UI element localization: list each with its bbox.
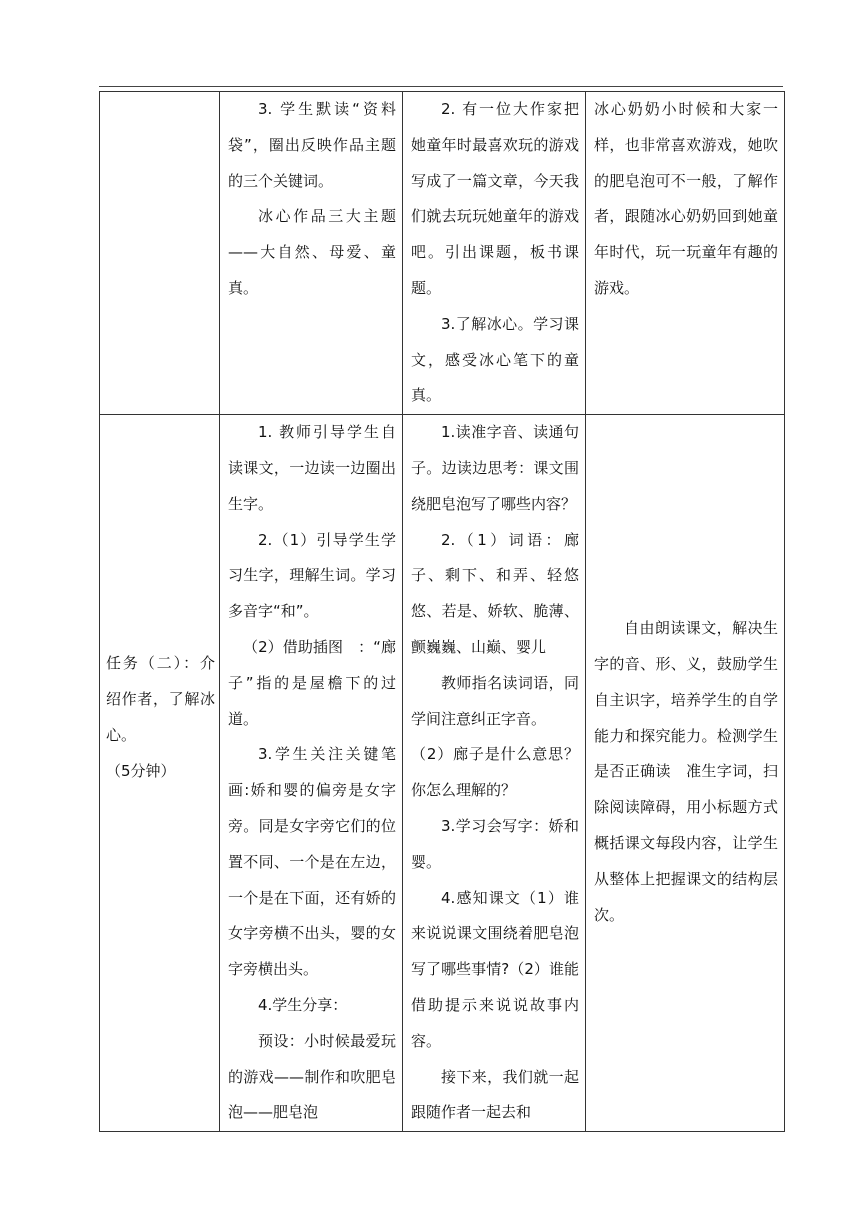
paragraph: 接下来，我们就一起跟随作者一起去和 <box>411 1067 579 1122</box>
paragraph: 预设：小时候最爱玩的游戏——制作和吹肥皂泡——肥皂泡 <box>228 1031 396 1122</box>
paragraph: 1.读准字音、读通句子。边读边思考：课文围绕肥皂泡写了哪些内容？ <box>411 423 579 513</box>
paragraph: 2.（1）引导学生学习生字，理解生词。学习多音字“和”。 <box>228 530 396 621</box>
paragraph: 3. 学生默读“资料袋”，圈出反映作品主题的三个关键词。 <box>228 100 396 190</box>
paragraph: 3.学习会写字：娇和婴。 <box>411 816 579 871</box>
student-activity-cell <box>403 92 586 415</box>
teacher-activity-cell <box>220 92 403 415</box>
paragraph: （2）廊子是什么意思？你怎么理解的？ <box>411 745 579 800</box>
paragraph: 3.学生关注关键笔画:娇和婴的偏旁是女字旁。同是女字旁它们的位置不同、一个是在左边，一个是在下面，还有娇的女字旁横不出头，婴的女字旁横出头。 <box>228 745 396 979</box>
paragraph: 1. 教师引导学生自读课文，一边读一边圈出生字。 <box>228 423 396 513</box>
student-activity-cell <box>403 415 586 1132</box>
design-intent-cell <box>586 92 785 415</box>
task-cell <box>100 415 220 1132</box>
table-row <box>100 415 785 1132</box>
paragraph: 教师指名读词语，同学间注意纠正字音。 <box>411 673 579 728</box>
task-duration: （5分钟） <box>106 761 176 780</box>
task-title: 任务（二）：介绍作者，了解冰心。 <box>106 654 215 744</box>
paragraph: 4.感知课文（1）谁来说说课文围绕着肥皂泡写了哪些事情?（2）谁能借助提示来说说故事内容。 <box>411 888 579 1050</box>
paragraph: 自由朗读课文，解决生字的音、形、义，鼓励学生自主识字，培养学生的自学能力和探究能力。检测学生是否正确读 准生字词，扫除阅读障碍，用小标题方式概括课文每段内容，让学生从整体上把握课文的结构层次。 <box>594 619 778 924</box>
page-header-rule <box>99 86 783 87</box>
paragraph: 4.学生分享： <box>258 995 348 1014</box>
lesson-plan-table <box>99 91 785 1132</box>
paragraph: 2. 有一位大作家把她童年时最喜欢玩的游戏写成了一篇文章，今天我们就去玩玩她童年的游戏吧。引出课题，板书课题。 <box>411 100 579 297</box>
paragraph: 冰心作品三大主题——大自然、母爱、童真。 <box>228 207 396 297</box>
paragraph: （2）借助插图 ：“廊子”指的是屋檐下的过道。 <box>228 637 396 728</box>
teacher-activity-cell <box>220 415 403 1132</box>
paragraph: 冰心奶奶小时候和大家一样，也非常喜欢游戏，她吹的肥皂泡可不一般，了解作者，跟随冰心奶奶回到她童年时代，玩一玩童年有趣的游戏。 <box>594 100 778 297</box>
paragraph: 3.了解冰心。学习课文，感受冰心笔下的童真。 <box>411 314 579 405</box>
design-intent-cell <box>586 415 785 1132</box>
paragraph: 2.（1）词语：廊子、剩下、和弄、轻悠悠、若是、娇软、脆薄、颤巍巍、山巅、婴儿 <box>411 530 579 656</box>
table-row <box>100 92 785 415</box>
task-cell <box>100 92 220 415</box>
